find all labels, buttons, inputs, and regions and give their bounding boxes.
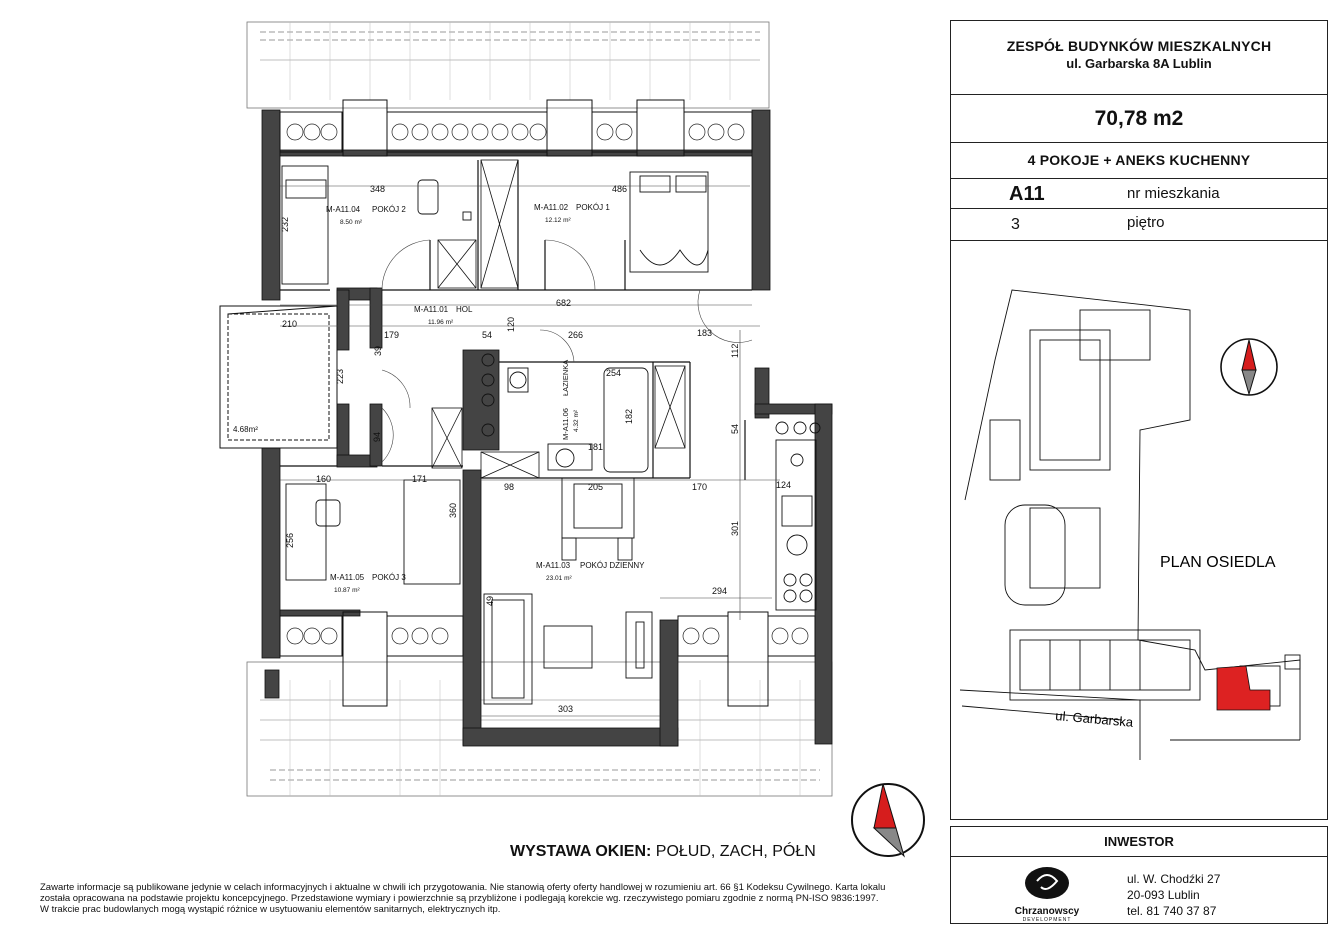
site-plan-label: PLAN OSIEDLA: [1160, 554, 1276, 571]
layout-row: [951, 143, 1327, 179]
dimension-label: 179: [384, 330, 400, 340]
room-area-label: 11.96 m²: [428, 319, 454, 326]
balcony-area-label: 4.68m²: [233, 425, 258, 434]
apartment-number-label: nr mieszkania: [1127, 185, 1220, 202]
disclaimer-line: W trakcie prac budowlanych mogą wystąpić różnice w usytuowaniu elementów sanitarnych, elektrycznych itp.: [40, 904, 501, 915]
floor-row: [951, 209, 1327, 241]
street-label: ul. Garbarska: [1054, 708, 1134, 730]
dimension-label: 294: [712, 586, 728, 596]
roof-grid: [290, 22, 800, 796]
disclaimer: [40, 882, 960, 915]
disclaimer-line: została opracowana na podstawie projektu koncepcyjnego. Przedstawione wymiary i powierzchnie są przybliżone i podlegają korekcie wg. rzeczywistego pomiaru zgodnie z normą PN-ISO 9836:1997.: [40, 893, 879, 904]
window-exposure: [510, 843, 816, 861]
dimension-labels: [280, 184, 791, 714]
logo-subtext: DEVELOPMENT: [1022, 917, 1072, 923]
room-area-label: 10.87 m²: [334, 587, 360, 594]
room-code-label: M-A11.03: [536, 561, 571, 570]
compass-icon: [852, 784, 924, 856]
dimension-label: 112: [730, 343, 740, 358]
investor-heading: INWESTOR: [1104, 834, 1174, 849]
project-title: ZESPÓŁ BUDYNKÓW MIESZKALNYCH: [1006, 38, 1272, 54]
room-code-label: M-A11.01: [414, 305, 449, 314]
dimension-label: 183: [697, 328, 713, 338]
room-name-label: POKÓJ 1: [576, 203, 610, 212]
dimension-label: 181: [588, 442, 604, 452]
investor-logo: [1005, 863, 1089, 923]
dimension-label: 303: [558, 704, 574, 714]
room-area-label: 23.01 m²: [546, 575, 572, 582]
floor-label: piętro: [1127, 214, 1165, 231]
furniture: [282, 166, 820, 704]
room-code-label: M-A11.02: [534, 203, 569, 212]
dimension-label: 223: [335, 368, 345, 384]
room-name-label: HOL: [456, 305, 473, 314]
dimension-label: 160: [316, 474, 332, 484]
floor-number: 3: [1011, 216, 1020, 233]
dimension-label: 94: [372, 431, 382, 442]
investor-heading-row: [951, 827, 1327, 857]
project-address: ul. Garbarska 8A Lublin: [1066, 56, 1212, 71]
room-area-label: 12.12 m²: [545, 217, 571, 224]
room-code-label: M-A11.05: [330, 573, 365, 582]
dimension-label: 682: [556, 298, 572, 308]
dimension-label: 360: [448, 502, 458, 518]
project-header: [951, 21, 1327, 95]
info-panel: [950, 20, 1328, 820]
dimension-label: 120: [506, 316, 516, 332]
dimension-label: 54: [730, 423, 740, 434]
dimension-label: 348: [370, 184, 386, 194]
dimension-label: 170: [692, 482, 708, 492]
dimension-label: 266: [568, 330, 584, 340]
room-name-label: ŁAZIENKA: [561, 359, 570, 396]
room-area-label: 4.32 m²: [573, 409, 580, 432]
logo-icon: [1005, 863, 1089, 903]
dimension-label: 486: [612, 184, 628, 194]
dimension-label: 254: [606, 368, 622, 378]
apartment-number-row: [951, 179, 1327, 209]
roof-outline: [247, 22, 832, 796]
investor-address-line1: ul. W. Chodźki 27: [1127, 872, 1221, 886]
room-name-label: POKÓJ 3: [372, 573, 406, 582]
dimension-lines: [280, 186, 780, 716]
investor-panel: [950, 826, 1328, 924]
dimension-label: 39: [373, 345, 383, 356]
apartment-area: 70,78 m2: [1094, 107, 1184, 130]
investor-phone: tel. 81 740 37 87: [1127, 904, 1217, 918]
dimension-label: 182: [624, 408, 634, 424]
dimension-label: 301: [730, 520, 740, 536]
dimension-label: 232: [280, 216, 290, 232]
room-area-label: 8.50 m²: [340, 219, 363, 226]
room-code-label: M-A11.06: [561, 408, 570, 440]
room-code-label: M-A11.04: [326, 205, 361, 214]
window-exposure-label: WYSTAWA OKIEN:: [510, 843, 652, 860]
dimension-label: 210: [282, 319, 298, 329]
dimension-label: 205: [588, 482, 604, 492]
dimension-label: 171: [412, 474, 428, 484]
disclaimer-line: Zawarte informacje są publikowane jedynie w celach informacyjnych i aktualne w chwili ich przygotowania. Nie stanowią oferty oferty handlowej w rozumieniu art. 66 §1 Kodeksu Cywilnego. Karta lokalu: [40, 882, 886, 893]
dimension-label: 98: [504, 482, 515, 492]
window-exposure-value: POŁUD, ZACH, PÓŁN: [655, 843, 816, 860]
dimension-label: 124: [776, 480, 792, 490]
dimension-label: 54: [482, 330, 493, 340]
investor-contact: [1127, 871, 1220, 919]
investor-address-line2: 20-093 Lublin: [1127, 888, 1200, 902]
dimension-label: 256: [285, 532, 295, 548]
room-name-label: POKÓJ DZIENNY: [580, 561, 645, 570]
room-name-label: POKÓJ 2: [372, 205, 406, 214]
apartment-number: A11: [1009, 183, 1045, 205]
dimension-label: 49: [485, 595, 495, 606]
apartment-layout: 4 POKOJE + ANEKS KUCHENNY: [1027, 152, 1251, 168]
logo-text: Chrzanowscy: [1014, 906, 1080, 917]
area-row: [951, 95, 1327, 143]
